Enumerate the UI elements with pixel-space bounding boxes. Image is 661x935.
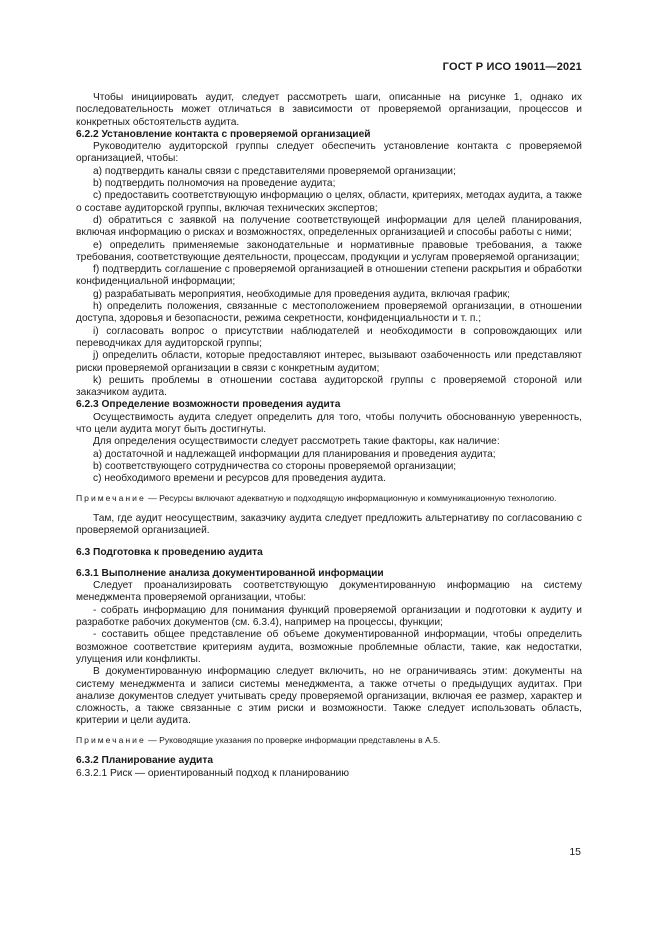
list-item-6-3-1-1: - собрать информацию для понимания функций проверяемой организации и подготовки к аудиту и разработке рабочих документов (см. 6.3.4), например на процессы, функции; [76,604,582,629]
page-number: 15 [569,846,581,858]
paragraph-6-2-3-a: Осуществимость аудита следует определить для того, чтобы получить обоснованную уверенность, что цели аудита могут быть достигнуты. [76,411,582,436]
list-item-6-2-2-a: a) подтвердить каналы связи с представителями проверяемой организации; [93,165,456,177]
list-item-6-2-2-b: b) подтвердить полномочия на проведение аудита; [93,178,336,190]
note-text: — Ресурсы включают адекватную и подходящую информационную и коммуникационную технологию. [145,492,557,503]
list-item-6-2-2-c: c) предоставить соответствующую информацию о целях, области, критериях, методах аудита, а также о составе аудиторской группы, включая технических экспертов; [76,190,582,214]
heading-6-3: 6.3 Подготовка к проведению аудита [76,546,263,558]
list-item-6-2-2-i: i) согласовать вопрос о присутствии наблюдателей и необходимости в сопровождающих или переводчиках для аудиторской группы; [76,325,582,349]
paragraph-6-2-3-c: Там, где аудит неосуществим, заказчику аудита следует предложить альтернативу по согласованию с проверяемой организацией. [76,513,582,537]
list-item-6-2-3-a: a) достаточной и надлежащей информации для планирования и проведения аудита; [93,448,496,460]
list-item-6-2-2-k: k) решить проблемы в отношении состава аудиторской группы с проверяемой стороной или заказчиком аудита. [76,374,582,399]
list-item-6-2-2-e: e) определить применяемые законодательные и нормативные правовые требования, а также требования, соответствующие деятельности, процессам, продукции и услугам проверяемой организации; [76,239,582,263]
note-guidance [76,735,582,747]
list-item-6-2-3-b: b) соответствующего сотрудничества со стороны проверяемой организации; [93,460,457,472]
list-item-6-3-1-2: - составить общее представление об объеме документированной информации, чтобы определить возможное соответствие критериям аудита, возможные проблемные области, такие, как недостатки, улущения или конфликты. [76,629,582,665]
heading-6-2-3: 6.2.3 Определение возможности проведения аудита [76,399,341,411]
list-item-6-2-2-j: j) определить области, которые предоставляют интерес, вызывают озабоченность или представляют риски проверяемой организации в связи с конкретным аудитом; [76,350,582,374]
note-label: Примечание [76,492,146,503]
paragraph-6-2-3-b: Для определения осуществимости следует рассмотреть такие факторы, как наличие: [93,436,500,448]
list-item-6-2-2-h: h) определить положения, связанные с местоположением проверяемой организации, в отношении доступа, здоровья и безопасности, режима секретности, конфиденциальности и т. п.; [76,301,582,325]
note-text: — Руководящие указания по проверке информации представлены в А.5. [145,734,441,745]
heading-6-2-2: 6.2.2 Установление контакта с проверяемой организацией [76,128,371,140]
paragraph-6-3-1-b: В документированную информацию следует включить, но не ограничиваясь этим: документы на систему менеджмента и записи системы менеджмента, а также отчеты о предыдущих аудитах. При анализе документов следует учитывать среду проверяемой организации, включая ее размер, характер и сложность, а также связанные с этим риски и возможности. Также следует использовать область, критерии и цели аудита. [76,666,582,727]
list-item-6-2-2-d: d) обратиться с заявкой на получение соответствующей информации для целей планирования, включая информацию о рисках и возможностях, определенных организацией и способы работы с ними; [76,214,582,239]
paragraph-6-3-2-1: 6.3.2.1 Риск — ориентированный подход к планированию [76,767,350,779]
list-item-6-2-2-f: f) подтвердить соглашение с проверяемой организацией в отношении степени раскрытия и обработки конфиденциальной информации; [76,264,582,288]
list-item-6-2-3-c: c) необходимого времени и ресурсов для проведения аудита. [93,473,386,485]
paragraph-6-3-1-a: Следует проанализировать соответствующую документированную информацию на систему менеджмента проверяемой организации, чтобы: [76,580,582,604]
standard-code: ГОСТ Р ИСО 19011—2021 [442,61,582,73]
document-body [76,92,582,780]
heading-6-3-1: 6.3.1 Выполнение анализа документированной информации [76,567,384,579]
note-label: Примечание [76,734,146,745]
paragraph-6-2-2: Руководителю аудиторской группы следует обеспечить установление контакта с проверяемой организацией, чтобы: [76,141,582,165]
paragraph-intro: Чтобы инициировать аудит, следует рассмотреть шаги, описанные на рисунке 1, однако их последовательность может отличаться в зависимости от проверяемой организации, процессов и конкретных обстоятельств аудита. [76,92,582,128]
heading-6-3-2: 6.3.2 Планирование аудита [76,755,213,767]
note-resources [76,493,582,505]
list-item-6-2-2-g: g) разрабатывать мероприятия, необходимые для проведения аудита, включая график; [93,288,510,300]
